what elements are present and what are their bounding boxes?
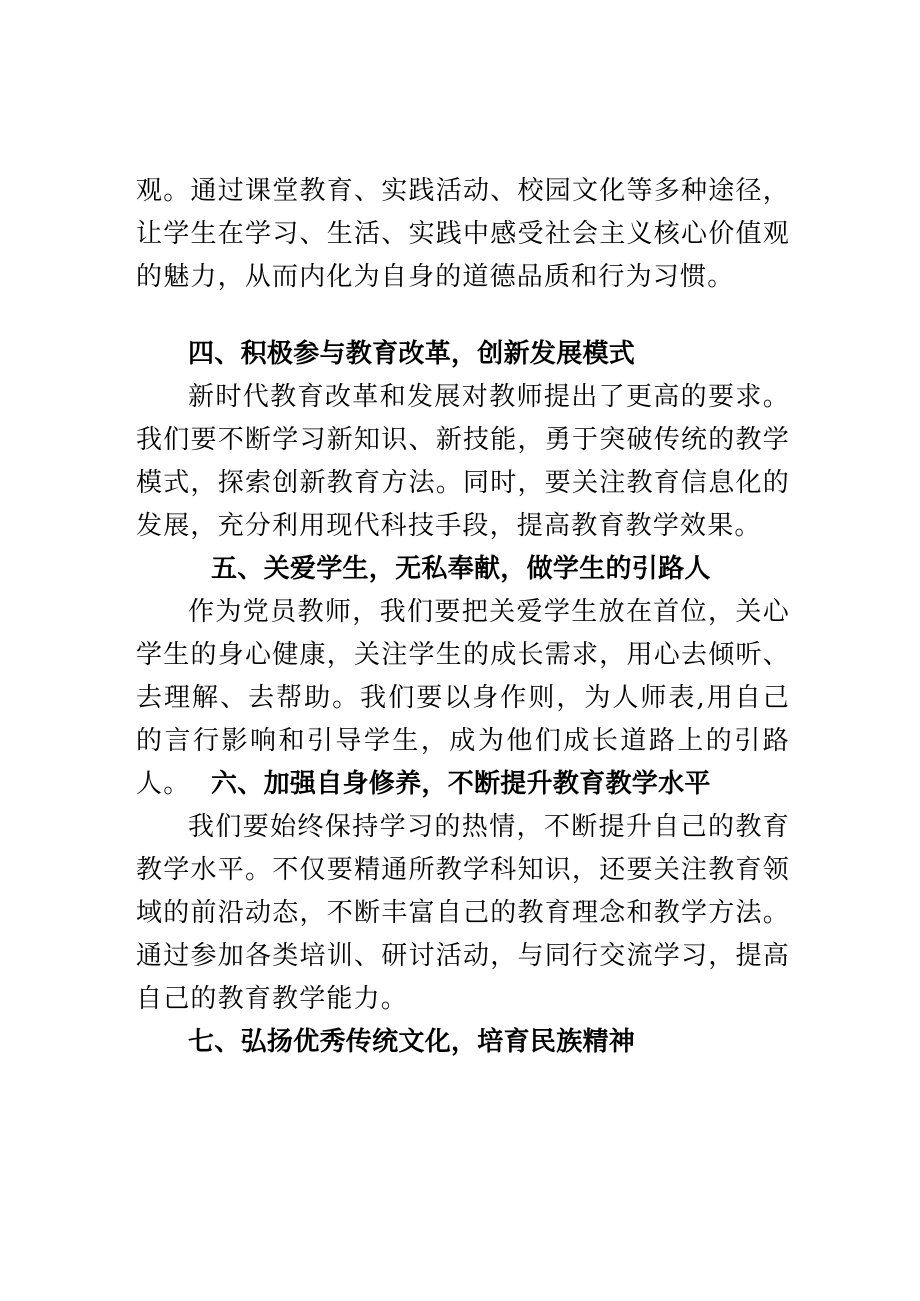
body-paragraph-continuation: 观。通过课堂教育、实践活动、校园文化等多种途径，让学生在学习、生活、实践中感受社会主义核心价值观的魅力，从而内化为自身的道德品质和行为习惯。 xyxy=(136,176,790,292)
section-heading-6: 六、加强自身修养，不断提升教育教学水平 xyxy=(211,769,711,799)
section-body-4: 新时代教育改革和发展对教师提出了更高的要求。我们要不断学习新知识、新技能，勇于突破传统的教学模式，探索创新教育方法。同时，要关注教育信息化的发展，充分利用现代科技手段，提高教育教学效果。 xyxy=(136,382,790,541)
section-body-5: 作为党员教师，我们要把关爱学生放在首位，关心学生的身心健康，关注学生的成长需求，用心去倾听、去理解、去帮助。我们要以身作则，为人师表,用自己的言行影响和引导学生，成为他们成长道路上的引路人。 xyxy=(136,597,790,799)
section-heading-5: 五、关爱学生，无私奉献，做学生的引路人 xyxy=(211,554,711,584)
section-heading-7: 七、弘扬优秀传统文化，培育民族精神 xyxy=(188,1027,636,1057)
section-heading-4: 四、积极参与教育改革，创新发展模式 xyxy=(188,339,636,369)
section-body-6: 我们要始终保持学习的热情，不断提升自己的教育教学水平。不仅要精通所教学科知识，还要关注教育领域的前沿动态，不断丰富自己的教育理念和教学方法。通过参加各类培训、研讨活动，与同行交流学习，提高自己的教育教学能力。 xyxy=(136,812,790,1014)
